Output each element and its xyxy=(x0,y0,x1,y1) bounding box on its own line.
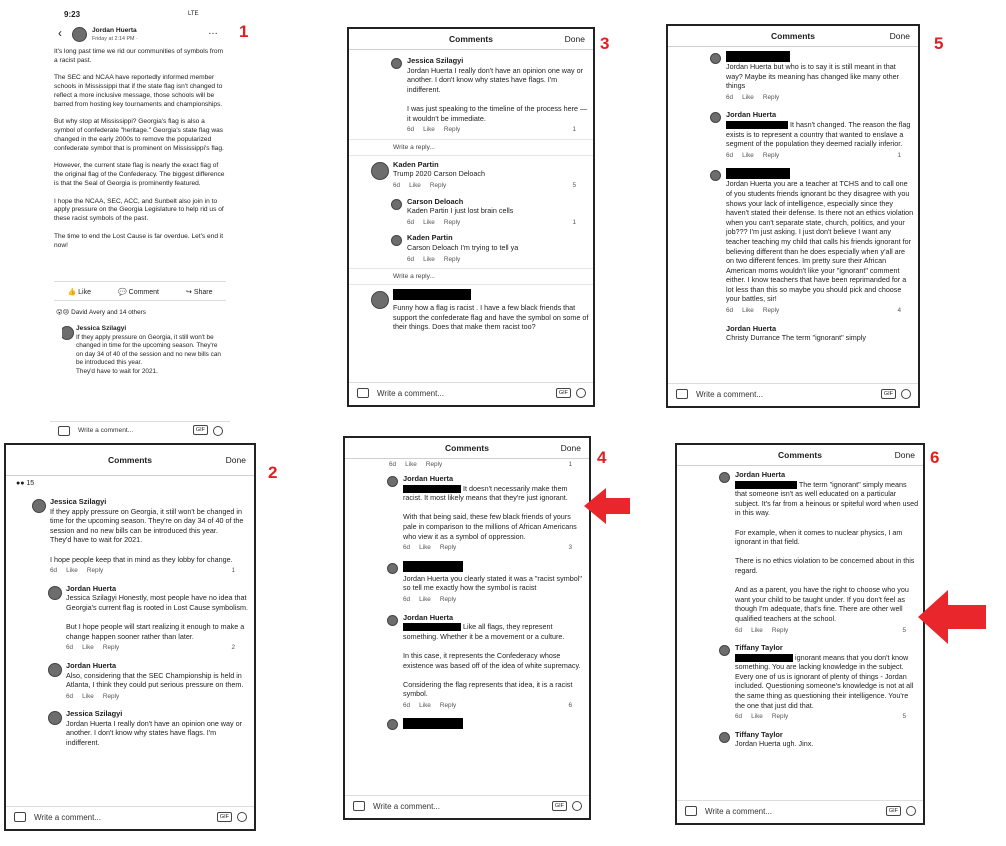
comment-meta: 6d Like Reply xyxy=(407,255,461,263)
comment-meta: 6d Like Reply 1 xyxy=(407,218,576,226)
comment-meta: 6d Like Reply 6 xyxy=(403,701,572,709)
commenter-avatar[interactable] xyxy=(387,563,398,574)
comment-text: The term "ignorant" simply means that someone isn't as well educated on a particular subject. It's far from a heinous or spiteful word when used in this way. For example, when it comes to nuclear physics, I am ignorant in that field. There is no ethics violation to be concerned about in this regard. And as a parent, you have the right to choose who you want your child to be taught under. If you don't feel as though I'm adequate, that's fine. There are other well qualified teachers at the school. xyxy=(735,479,919,623)
redacted-name xyxy=(726,168,790,179)
camera-icon[interactable] xyxy=(353,801,365,811)
comment xyxy=(66,709,248,747)
comment-input[interactable]: Write a comment... xyxy=(78,427,134,434)
comment-reply xyxy=(407,233,589,264)
reply-link[interactable]: Reply xyxy=(443,126,461,134)
comment-meta: 6d Like Reply 5 xyxy=(735,713,906,721)
panel-label-2: 2 xyxy=(268,463,278,482)
done-button[interactable]: Done xyxy=(889,31,910,41)
comment-composer xyxy=(6,806,254,829)
commenter-avatar[interactable] xyxy=(719,645,730,656)
commenter-avatar[interactable] xyxy=(391,199,402,210)
panel-3-comments xyxy=(347,27,595,407)
emoji-icon[interactable] xyxy=(213,426,223,436)
gif-icon[interactable]: GIF xyxy=(881,389,896,399)
gif-icon[interactable]: GIF xyxy=(552,801,567,811)
camera-icon[interactable] xyxy=(357,388,369,398)
comment-composer xyxy=(50,421,230,440)
panel-label-3: 3 xyxy=(600,34,610,53)
panel-5-comments xyxy=(666,24,920,408)
write-reply-input[interactable]: Write a reply... xyxy=(393,143,435,151)
redacted-name xyxy=(393,289,471,300)
comment-input[interactable]: Write a comment... xyxy=(34,813,101,822)
comment-text: Carson Deloach I'm trying to tell ya xyxy=(407,242,519,252)
post-action-bar xyxy=(54,281,226,301)
post-author[interactable]: Jordan Huerta xyxy=(92,27,137,34)
red-arrow-icon xyxy=(918,588,988,646)
emoji-icon[interactable] xyxy=(901,389,911,399)
share-icon: ↪ xyxy=(185,289,192,296)
comments-title: Comments xyxy=(449,34,493,44)
comment-reply xyxy=(403,613,585,711)
commenter-avatar[interactable] xyxy=(710,112,721,123)
comment-button[interactable]: 💬 Comment xyxy=(117,289,159,296)
done-button[interactable]: Done xyxy=(560,443,581,453)
redacted-mention xyxy=(403,485,461,493)
comment-text: It hasn't changed. The reason the flag exists is to represent a country that wanted to enslave a segment of the population they deemed racially inferior. xyxy=(726,119,913,149)
comments-title: Comments xyxy=(778,450,822,460)
comments-header xyxy=(349,29,593,50)
comments-header xyxy=(6,445,254,476)
reaction-count[interactable]: 1 xyxy=(572,126,576,134)
comment-text: Also, considering that the SEC Championship is held in Atlanta, I think they could put serious pressure on them. xyxy=(66,670,244,690)
panel-label-1: 1 xyxy=(239,22,249,41)
comment-reply xyxy=(726,51,914,102)
comment-text: Jordan Huerta you are a teacher at TCHS and to call one of you students friends ignorant bc they disagree with you shows your lack of intelligence, especially since they haven't stated their defense. Is there not an ethics violation when you can't separate state, church, politics, and your job??? I'm just asking. I just don't believe I want any teacher teaching my child that calls his friends ignorant for believing different than he does especially when y'all are on two different fences. Im pretty sure their African American moms wouldn't like your "ignorant" comment either. I know teachers that have been reprimanded for a lot less than this so maybe you should pick and choose your battles, sir! xyxy=(726,179,916,304)
gif-icon[interactable]: GIF xyxy=(217,812,232,822)
done-button[interactable]: Done xyxy=(564,34,585,44)
comments-header xyxy=(668,26,918,47)
comment-input[interactable]: Write a comment... xyxy=(705,807,772,816)
comment-author[interactable]: Jordan Huerta xyxy=(726,110,777,120)
like-link[interactable]: Like xyxy=(423,126,435,134)
comment-meta: 6d Like Reply 5 xyxy=(735,626,906,634)
comment-text: Christy Durrance The term "ignorant" simply xyxy=(726,333,866,342)
commenter-avatar[interactable] xyxy=(48,711,62,725)
comment xyxy=(393,160,589,191)
commenter-avatar[interactable] xyxy=(371,291,389,309)
emoji-icon[interactable] xyxy=(572,801,582,811)
comment-meta: 6d Like Reply xyxy=(403,595,457,603)
thumbs-up-icon: 👍 xyxy=(67,289,77,296)
camera-icon[interactable] xyxy=(676,389,688,399)
redacted-name xyxy=(403,561,463,572)
comment-composer xyxy=(677,800,923,823)
comment-input[interactable]: Write a comment... xyxy=(696,390,763,399)
comment-author[interactable]: Kaden Partin xyxy=(393,159,439,169)
comment-text: Kaden Partin I just lost brain cells xyxy=(407,206,514,216)
comment-author[interactable]: Kaden Partin xyxy=(407,233,453,243)
comment-meta: 6d Like Reply 1 xyxy=(407,126,576,134)
comment-text: Like all flags, they represent something. Whether it be a movement or a culture. In this case, it represents the Confederacy whose existence was based off of the idea of white supremacy. Considering the flag represents that idea, it is a racist symbol. xyxy=(403,622,581,699)
comment-input[interactable]: Write a comment... xyxy=(377,389,444,398)
redacted-mention xyxy=(726,121,788,129)
gif-icon[interactable]: GIF xyxy=(556,388,571,398)
more-options-icon[interactable]: … xyxy=(208,26,218,37)
author-avatar[interactable] xyxy=(72,27,87,42)
comment-author[interactable]: Carson Deloach xyxy=(407,196,464,206)
comment-meta: 6d Like Reply 2 xyxy=(66,644,235,652)
comment-author[interactable]: Jordan Huerta xyxy=(403,474,454,483)
done-button[interactable]: Done xyxy=(894,450,915,460)
comment-reply xyxy=(403,561,585,605)
commenter-avatar[interactable] xyxy=(371,162,389,180)
comment-text: Funny how a flag is racist . I have a few black friends that support the confederate flag and have the symbol on some of their things. Does that make them racist too? xyxy=(393,303,591,332)
comment xyxy=(407,56,589,135)
comment xyxy=(50,497,248,576)
commenter-avatar[interactable] xyxy=(32,499,46,513)
reply-link[interactable]: Reply xyxy=(102,692,120,700)
commenter-avatar[interactable] xyxy=(710,170,721,181)
comments-title: Comments xyxy=(771,31,815,41)
comment-author[interactable]: Jordan Huerta xyxy=(403,612,454,622)
reaction-count[interactable]: 1 xyxy=(231,567,235,575)
status-signal: LTE xyxy=(188,11,199,17)
comment-text: It doesn't necessarily make them racist. It most likely means that they're just ignorant. With that being said, these few black friends of yours pale in comparison to the millions of African Americans who view it as a symbol of oppression. xyxy=(403,483,577,541)
comment-reply xyxy=(735,730,919,749)
comment-author[interactable]: Jessica Szilagyi xyxy=(407,56,464,65)
comment-meta: 6d Like Reply xyxy=(726,93,780,101)
camera-icon[interactable] xyxy=(685,806,697,816)
panel-6-comments xyxy=(675,443,925,825)
comment-reply xyxy=(403,718,585,729)
commenter-avatar[interactable] xyxy=(391,58,402,69)
comment-icon: 💬 xyxy=(117,289,127,296)
commenter-avatar[interactable] xyxy=(48,586,62,600)
comments-title: Comments xyxy=(108,455,152,465)
like-link[interactable]: Like xyxy=(82,692,94,700)
commenter-avatar[interactable] xyxy=(391,235,402,246)
emoji-icon[interactable] xyxy=(576,388,586,398)
comments-title: Comments xyxy=(445,443,489,453)
comment-author[interactable]: Jessica Szilagyi xyxy=(66,709,123,719)
comment-text: If they apply pressure on Georgia, it still won't be changed in time for the upcoming season. They're on day 34 of 40 of the session and no new bills can be introduced this year. They'd have to wait for 2021. I hope people keep that in mind as they lobby for change. xyxy=(50,506,244,564)
share-button[interactable]: ↪ Share xyxy=(185,289,213,296)
comment-text: Jordan Huerta I really don't have an opinion one way or another. I don't know why states have flags. I'm indifferent. xyxy=(66,718,244,748)
comment-meta: 6d Like Reply 4 xyxy=(726,307,901,315)
comment-text: ignorant means that you don't know something. You are lacking knowledge in the subject. Every one of us is ignorant of plenty of things - Jordan included. Questioning someone's knowledge is not at all the same thing as questioning their intelligence. You're the one that just did that. xyxy=(735,652,916,710)
comment-reply xyxy=(735,470,919,635)
comment-author[interactable]: Jessica Szilagyi xyxy=(50,497,107,506)
comment-input[interactable]: Write a comment... xyxy=(373,802,440,811)
comment-author[interactable]: Jordan Huerta xyxy=(735,470,786,479)
comment-author[interactable]: Tiffany Taylor xyxy=(735,729,783,739)
comments-header xyxy=(677,445,923,466)
commenter-avatar[interactable] xyxy=(719,472,730,483)
comment-meta: 6d Like Reply 1 xyxy=(726,151,901,159)
comment-reply xyxy=(726,110,914,160)
emoji-icon[interactable] xyxy=(237,812,247,822)
reaction-count[interactable]: ●● 15 xyxy=(16,480,35,487)
comment-text: Jordan Huerta you clearly stated it was a "racist symbol" so tell me exactly how the symbol is racist xyxy=(403,573,584,593)
write-reply-input[interactable]: Write a reply... xyxy=(393,273,435,281)
like-link[interactable]: Like xyxy=(66,567,78,575)
comment-author[interactable]: Jordan Huerta xyxy=(66,660,117,670)
redacted-name xyxy=(726,51,790,62)
red-arrow-icon xyxy=(584,486,632,526)
redacted-name xyxy=(403,718,463,729)
comment xyxy=(66,661,248,701)
comment-meta: 6d Like Reply 3 xyxy=(403,544,572,552)
redacted-mention xyxy=(403,623,461,631)
comment-reply xyxy=(407,197,589,228)
gif-icon[interactable]: GIF xyxy=(193,425,208,435)
gif-icon[interactable]: GIF xyxy=(886,806,901,816)
commenter-avatar[interactable] xyxy=(710,53,721,64)
commenter-avatar[interactable] xyxy=(62,326,74,340)
comment-reply xyxy=(726,324,914,342)
commenter-avatar[interactable] xyxy=(48,663,62,677)
comment-reply xyxy=(403,474,585,553)
comment-author[interactable]: Jessica Szilagyi xyxy=(76,325,127,332)
commenter-avatar[interactable] xyxy=(387,615,398,626)
comment-composer xyxy=(668,383,918,406)
comment xyxy=(393,289,589,332)
commenter-avatar[interactable] xyxy=(387,476,398,487)
reactions-icon: ●● xyxy=(16,480,27,487)
comment-text: Trump 2020 Carson Deloach xyxy=(393,169,486,179)
post-time: Friday at 2:14 PM · xyxy=(92,36,138,42)
reactions-summary[interactable]: 😮😢 David Avery and 14 others xyxy=(56,309,146,316)
comment-meta: 6d Like Reply 1 xyxy=(50,567,235,575)
comment xyxy=(62,324,224,394)
status-bar xyxy=(50,8,230,22)
comment-meta: 6d Like Reply 5 xyxy=(393,181,576,189)
comment xyxy=(66,584,248,653)
comment-text: Jordan Huerta but who is to say it is still meant in that way? Maybe its meaning has changed like many other things xyxy=(726,62,901,91)
post-body: It's long past time we rid our communities of symbols from a racist past. The SEC and NCAA have reportedly informed member schools in Mississippi that if the state flag isn't changed to reflect a more inclusive message, those schools will be barred from hosting key tournaments and championships. But why stop at Mississippi? Georgia's flag is also a symbol of confederate "heritage." Georgia's state flag was changed in the early 2000s to remove the popularized confederate symbol that is prominent on Mississippi's flag. However, the current state flag is nearly the exact flag of the original flag of the Confederacy. The biggest difference is that the Seal of Georgia is prominently featured. I hope the NCAA, SEC, ACC, and Sunbelt also join in to apply pressure on the Georgia Legislature to help rid us of these racist symbols of the past. The time to end the Lost Cause is far overdue. Let's end it now! xyxy=(54,48,225,249)
redacted-mention xyxy=(735,654,793,662)
emoji-icon[interactable] xyxy=(906,806,916,816)
reply-link[interactable]: Reply xyxy=(102,644,120,652)
panel-label-5: 5 xyxy=(934,34,944,53)
comment-composer xyxy=(345,795,589,818)
comment-text: Jordan Huerta I really don't have an opinion one way or another. I don't know why states have flags. I'm indifferent. I was just speaking to the timeline of the process here — it wouldn't be immediate. xyxy=(407,65,588,123)
reactions-icon: 😮😢 xyxy=(56,309,72,316)
comment-reply xyxy=(726,168,914,315)
comment-meta: 6d Like Reply 1 xyxy=(389,461,572,468)
comment-meta: 6d Like Reply xyxy=(66,692,120,700)
commenter-avatar[interactable] xyxy=(719,732,730,743)
comment-text: Jordan Huerta ugh. Jinx. xyxy=(735,739,814,749)
redacted-mention xyxy=(735,481,797,489)
post-header xyxy=(50,22,230,48)
comment-text: If they apply pressure on Georgia, it still won't be changed in time for the upcoming season. They're on day 34 of 40 of the session and no new bills can be introduced this year. They'd have to wait for 2021. xyxy=(76,333,221,375)
camera-icon[interactable] xyxy=(14,812,26,822)
like-link[interactable]: Like xyxy=(82,644,94,652)
comments-header xyxy=(345,438,589,459)
comment-author[interactable]: Tiffany Taylor xyxy=(735,643,783,653)
commenter-avatar[interactable] xyxy=(387,719,398,730)
comment-author[interactable]: Jordan Huerta xyxy=(726,323,777,333)
done-button[interactable]: Done xyxy=(225,455,246,465)
panel-4-comments xyxy=(343,436,591,820)
comment-text: Jessica Szilagyi Honestly, most people have no idea that Georgia's current flag is rooted in Lost Cause symbolism. But I hope people will start realizing it enough to make a change happen sooner rather than later. xyxy=(66,593,248,641)
camera-icon[interactable] xyxy=(58,426,70,436)
panel-1-post xyxy=(50,8,230,440)
back-arrow-icon[interactable]: ‹ xyxy=(58,26,62,40)
comment-author[interactable]: Jordan Huerta xyxy=(66,583,117,593)
reply-link[interactable]: Reply xyxy=(86,567,104,575)
comment-reply xyxy=(735,643,919,722)
status-time: 9:23 xyxy=(64,10,81,19)
panel-label-4: 4 xyxy=(597,448,607,467)
reaction-count[interactable]: 2 xyxy=(231,644,235,652)
like-button[interactable]: 👍 Like xyxy=(67,289,91,296)
panel-2-comments xyxy=(4,443,256,831)
panel-label-6: 6 xyxy=(930,448,940,467)
comment-composer xyxy=(349,382,593,405)
